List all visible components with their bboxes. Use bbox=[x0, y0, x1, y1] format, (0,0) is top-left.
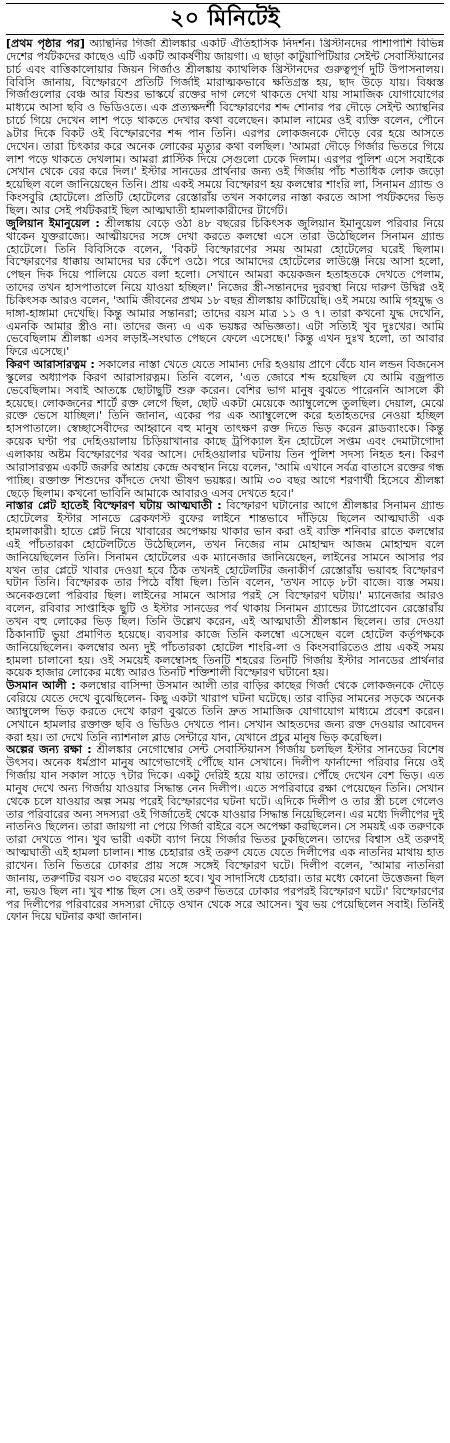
paragraph-text: অ্যান্থনির গির্জা শ্রীলঙ্কার একটি ঐতিহাসিক নিদর্শন। খ্রিস্টানদের পাশাপাশি বিভিন্ন দেশের পর্যটকদের কাছেও এটি একটি আকর্ষণীয় জায়গা। এ ছাড়া কাটুয়াপিটিয়ার সেইন্ট সেবাস্টিয়ানের চার্চ এবং বাত্তিকালোয়ার জিয়ন গির্জাও শ্রীলঙ্কায় ক্যাথলিক খ্রিস্টানদের গুরুত্বপূর্ণ দুটি উপাসনালয়। বিবিসি জানায়, বিস্ফোরণে প্রতিটি গির্জাই মারাত্মকভাবে ক্ষতিগ্রস্ত হয়, ছাদ উড়ে যায়। বিধ্বস্ত গির্জাগুলোর বেঞ্চ আর যিশুর ভাস্কর্যে রক্তের দাগ লেগে থাকতে দেখা যায় সামাজিক যোগাযোগের মাধ্যমে আসা ছবি ও ভিডিওতে। এক প্রত্যক্ষদর্শী বিস্ফোরণের শব্দ শোনার পর দৌড়ে সেইন্ট অ্যান্থনির চার্চে গিয়ে দেখেন লাশ পড়ে থাকতে দেখার কথা বলেছেন। কামাল নামের ওই ব্যক্তি বলেন, পৌনে ৯টার দিকে বিকট ওই বিস্ফোরণের শব্দ পান তিনি। এরপর লোকজনকে দৌড়ে বের হয়ে আসতে দেখেন। তারা চিৎকার করে অনেক লোকের মৃত্যুর কথা বলছিল। 'আমরা দৌড়ে গির্জার ভিতরে গিয়ে লাশ পড়ে থাকতে দেখলাম। আমরা প্লাস্টিক দিয়ে সেগুলো ঢেকে দিলাম। এরপর পুলিশ এসে সবাইকে সেখান থেকে বের করে দিল।' ইস্টার সানডের প্রার্থনার জন্য ওই গির্জায় পাঁচ শতাধিক লোক জড়ো হয়েছিল বলে জানিয়েছেন তিনি। প্রায় একই সময়ে বিস্ফোরণ হয় কলম্বোর শাংরি লা, সিনামন গ্র্যান্ড ও কিংসবুরি হোটেলে। প্রতিটি হোটেলের রেস্তোরাঁয় তখন সকালের নাস্তা করতে আসা পর্যটকদের ভিড় ছিল। আর সেই পর্যটকরাই ছিল আত্মঘাতী হামলাকারীদের টার্গেট। bbox=[6, 38, 444, 217]
paragraph-subhead: জুলিয়ান ইমানুয়েল : bbox=[6, 216, 100, 230]
article-body bbox=[6, 38, 444, 1437]
paragraph-subhead: অল্পের জন্য রক্ষা : bbox=[6, 743, 92, 757]
paragraph-6 bbox=[6, 744, 444, 924]
headline-bar bbox=[6, 3, 444, 35]
paragraph-text: সকালের নাস্তা খেতে যেতে সামান্য দেরি হওয়ায় প্রাণে বেঁচে যান লন্ডন বিজনেস স্কুলের অধ্যাপক কিরণ আরাসারত্নম। তিনি বলেন, 'এত জোরে শব্দ হয়েছিল যে আমি বজ্রপাত ভেবেছিলাম। সবাই আতঙ্কে ছোটাছুটি শুরু করেন। বেশির ভাগ মানুষ বুঝতে পারেননি আসলে কী হয়েছে। লোকজনের শার্টে রক্ত লেগে ছিল, ছোট একটা মেয়েকে অ্যাম্বুলেন্সে তুলছিল। দেয়াল, মেঝে রক্তে ভেসে যাচ্ছিল।' তিনি জানান, একের পর এক অ্যাম্বুলেন্সে করে হতাহতদের নেওয়া হচ্ছিল হাসপাতালে। স্বেচ্ছাসেবীদের আহ্বানে বহু মানুষ তাৎক্ষণ রক্ত দিতে ভিড় করেন ব্লাডব্যাংকে। কিন্তু কয়েক ঘণ্টা পর দেহিওয়ালায় চিড়িয়াখানার কাছে ট্রপিক্যাল ইন হোটেলে সপ্তম এবং দেমাটাগোদা এলাকায় অষ্টম বিস্ফোরণের খবর আসে। দেহিওয়ালার ঘটনায় তিন পুলিশ সদস্য নিহত হন। কিরণ আরাসারত্নম একটি জরুরি আশ্রয় কেন্দ্রে অবস্থান নিয়ে বলেন, 'আমি এখানে সর্বত্র বাতাসে রক্তের গন্ধ পাচ্ছি। রক্তাক্ত শিশুদের কাঁদতে দেখা ভীষণ ভয়ঙ্কর। আমি ৩০ বছর আগে শরণার্থী হিসেবে শ্রীলঙ্কা ছেড়ে ছিলাম। কখনো ভাবিনি আমাকে আবারও এসব দেখতে হবে।' bbox=[6, 358, 444, 500]
paragraph-2 bbox=[6, 218, 444, 359]
paragraph-text: শ্রীলঙ্কায় বেড়ে ওঠা ৪৮ বছরের চিকিৎসক জুলিয়ান ইমানুয়েল পরিবার নিয়ে থাকেন যুক্তরাজ্যে। আত্মীয়দের সঙ্গে দেখা করতে কলম্বো এসে তারা উঠেছিলেন সিনামন গ্র্যান্ড হোটেলে। তিনি বিবিসিকে বলেন, 'বিকট বিস্ফোরণের সময় আমরা হোটেলের ঘরেই ছিলাম। বিস্ফোরণের ধাক্কায় আমাদের ঘর কেঁপে ওঠে। পরে আমাদের হোটেলের লাউঞ্জে নিয়ে আসা হলো, পেছন দিক দিয়ে পালিয়ে যেতে বলা হলো। সেখানে আমরা কয়েকজন হতাহতকে দেখতে পেলাম, তাদের তখন হাসপাতালে নিয়ে যাওয়া হচ্ছিল।' নিজের স্ত্রী-সন্তানদের দুরবস্থা নিয়ে দারুণ উদ্বিগ্ন ওই চিকিৎসক আরও বলেন, 'আমি জীবনের প্রথম ১৮ বছর শ্রীলঙ্কায় কাটিয়েছি। ওই সময়ে আমি গৃহযুদ্ধ ও দাঙ্গা-হাঙ্গামা দেখেছি। কিন্তু আমার সন্তানরা; তাদের বয়স মাত্র ১১ ও ৭। তারা কখনো যুদ্ধ দেখেনি, এমনকি আমার স্ত্রীও না। তাদের জন্য এ এক ভয়ঙ্কর অভিজ্ঞতা। এটা সত্যিই খুব দুঃখের। আমি ভেবেছিলাম শ্রীলঙ্কা এসব লড়াই-সংঘাত পেছনে ফেলে এসেছে।' কিন্তু এখন দুঃখ হলো, তা আবার ফিরে এসেছে।' bbox=[6, 216, 444, 359]
paragraph-subhead: কিরণ আরাসারত্নম : bbox=[6, 358, 95, 372]
paragraph-text: কলম্বোর বাসিন্দা উসমান আলী তার বাড়ির কাছের গির্জা থেকে লোকজনকে দৌড়ে বেরিয়ে যেতে দেখে বুঝেছিলেন- কিছু একটা খারাপ ঘটনা ঘটেছে। তার বাড়ির সামনের সড়কে অনেক অ্যাম্বুলেন্স ভিড় করতে দেখে কারণ বুঝতে তিনি দ্রুত সামাজিক যোগাযোগ মাধ্যমে প্রবেশ করেন। সেখানে হামলার রক্তাক্ত ছবি ও ভিডিও দেখতে পান। সেখান আহতদের জন্য রক্ত দেওয়ার আবেদন করা হয়। তা দেখে তিনি ন্যাশনাল ব্লাড সেন্টারে যান, যেখানে প্রচুর মানুষ ভিড় করেছিল। bbox=[6, 679, 444, 744]
paragraph-1 bbox=[6, 38, 444, 218]
paragraph-text: শ্রীলঙ্কার নেগোম্বোর সেন্ট সেবাস্টিয়ানস গির্জায় চলছিল ইস্টার সানডের বিশেষ উৎসব। অনেক ধর্মপ্রাণ মানুষ আগেভাগেই পৌঁছে যান সেখানে। দিলীপ ফার্নান্দো পরিবার নিয়ে ওই গির্জায় যান সকাল সাড়ে ৭টার দিকে। একটু দেরিই হয়ে যায় তাদের। পৌঁছে দেখেন বেশ ভিড়। এত মানুষ দেখে অন্য গির্জায় যাওয়ার সিদ্ধান্ত নেন দিলীপ। এতে সপরিবারে রক্ষা পেয়েছেন তিনি। সেখান থেকে চলে যাওয়ার অল্প সময় পরেই বিস্ফোরণের ঘটনা ঘটে। এদিকে দিলীপ ও তার স্ত্রী চলে গেলেও তার পরিবারের অন্য সদস্যরা ওই গির্জাতেই থেকে যাওয়ার সিদ্ধান্ত নিয়েছিলেন। এর মধ্যে দিলীপের দুই নাতনিও ছিলেন। তারা জায়গা না পেয়ে গির্জা বাইরে বসে অপেক্ষা করছিলেন। সে সময়ই এক তরুণকে তারা দেখতে পান। খুব ভারী একটা ব্যাগ নিয়ে গির্জার ভিতর ঢুকছিলেন। তাদের বিশ্বাস ওই তরুণই আত্মঘাতী এই হামলা চালান। শান্ত চেহারার ওই তরুণ যেতে যেতে দিলীপের এক নাতনির মাথায় হাত রাখেন। তিনি ভিতরে ঢোকার প্রায় সঙ্গে সঙ্গেই বিস্ফোরণ ঘটে। দিলীপ বলেন, 'আমার নাতনিরা জানায়, তরুণটির বয়স ৩০ বছরের মতো হবে। খুব সাদাসিধে চেহারা। তার মধ্যে কোনো উত্তেজনা ছিল না, ভয়ও ছিল না। খুব শান্ত ছিল সে। ওই তরুণ ভিতরে ঢোকার পরপরই বিস্ফোরণ ঘটে।' বিস্ফোরণের পর দিলীপের পরিবারের সদস্যরা দৌড়ে ওখান থেকে সরে আসেন। খুব ভয় পেয়েছিলেন সবাই। তিনিই ফোন দিয়ে ঘটনার কথা জানান। bbox=[6, 743, 444, 924]
paragraph-text: বিস্ফোরণ ঘটানোর আগে শ্রীলঙ্কার সিনামন গ্র্যান্ড হোটেলের ইস্টার সানডে ব্রেকফাস্ট বুফের লাইনে শান্তভাবে দাঁড়িয়ে ছিলেন আত্মঘাতী এক হামলাকারী। হাতে প্লেট নিয়ে খাবারের অপেক্ষায় থাকার ভান করা ওই ব্যক্তি শনিবার রাতে কলম্বোর এই পাঁচতারকা হোটেলটিতে উঠেছিলেন, তখন নিজের নাম মোহাম্মদ আজম মোহাম্মদ বলে জানিয়েছিলেন তিনি। সিনামন হোটেলের এক ম্যানেজার জানিয়েছেন, লাইনের সামনে আসার পর যখন তার প্লেটে খাবার দেওয়া হবে ঠিক তখনই হোটেলটির জনাকীর্ণ রেস্তোরাঁয় ভয়াবহ বিস্ফোরণ ঘটান তিনি। বিস্ফোরক তার পিঠে বাঁধা ছিল। তিনি বলেন, 'তখন সাড়ে ৮টা বাজে। ব্যস্ত সময়। অনেকগুলো পরিবার ছিল। লাইনের সামনে আসার পরই সে বিস্ফোরণ ঘটায়।' ম্যানেজার আরও বলেন, রবিবার সাপ্তাহিক ছুটি ও ইস্টার সানডের পর্ব থাকায় সিনামন গ্র্যান্ডের ট্যাপ্রোবেন রেস্তোরাঁয় তখন বহু লোকের ভিড় ছিল। তিনি উল্লেখ করেন, এই আত্মঘাতী শ্রীলঙ্কান ছিলেন। তার দেওয়া ঠিকানাটি ভুয়া প্রমাণিত হয়েছে। ব্যবসার কাজে তিনি কলম্বো এসেছেন বলে হোটেল কর্তৃপক্ষকে জানিয়েছিলেন। কলম্বোর অন্য দুই পাঁচতারকা হোটেল শাংরি-লা ও কিংসবারিতেও প্রায় একই সময় হামলা চালানো হয়। ওই সময়েই কলম্বোসহ তিনটি শহরের তিনটি গির্জায় ইস্টার সানডের প্রার্থনার কয়েক হাজার লোকের মধ্যে আরও তিনটি শক্তিশালী বিস্ফোরণ ঘটানো হয়। bbox=[6, 499, 444, 680]
headline: ২০ মিনিটেই bbox=[170, 5, 280, 31]
paragraph-5 bbox=[6, 680, 444, 744]
paragraph-3 bbox=[6, 359, 444, 500]
paragraph-subhead: [প্রথম পৃষ্ঠার পর] bbox=[6, 38, 85, 50]
paragraph-subhead: উসমান আলী : bbox=[6, 679, 76, 693]
paragraph-subhead: নাস্তার প্লেট হাতেই বিস্ফোরণ ঘটায় আত্মঘাতী : bbox=[6, 499, 222, 513]
paragraph-4 bbox=[6, 500, 444, 680]
